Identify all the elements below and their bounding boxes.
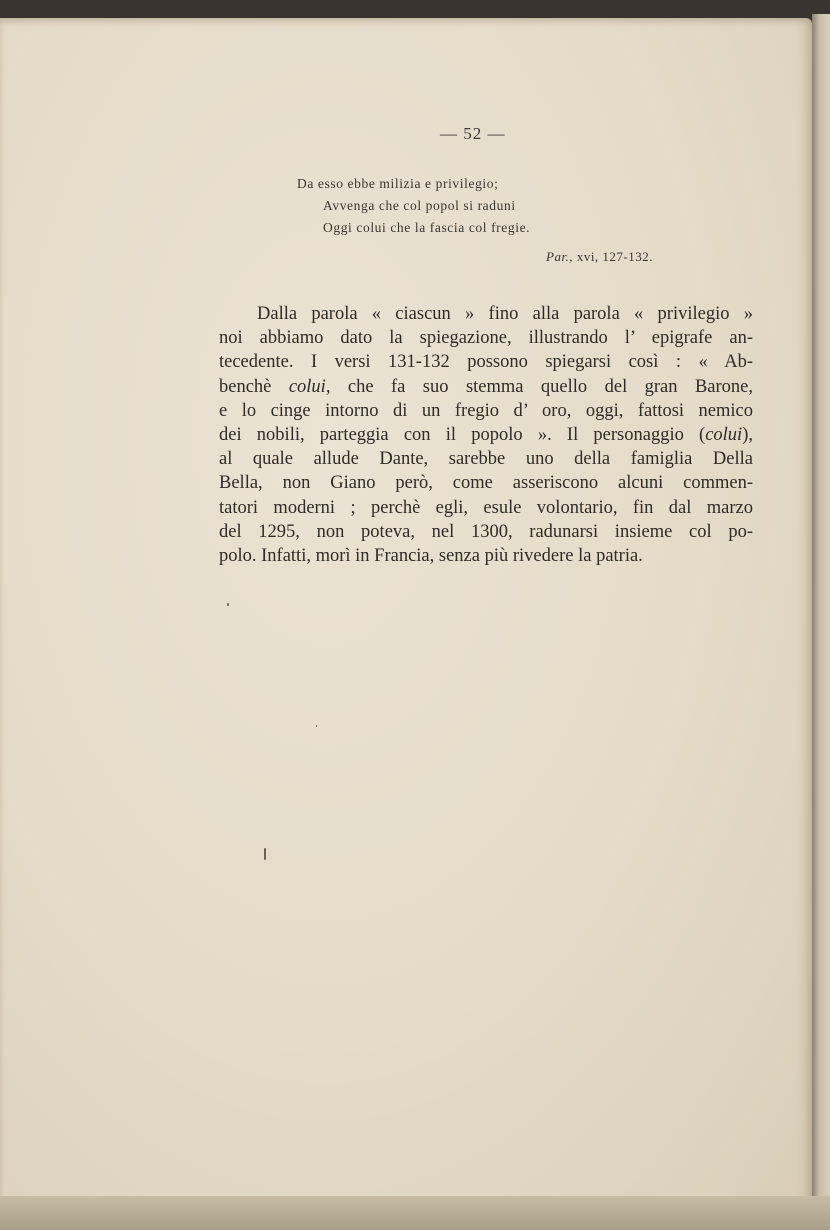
paragraph-line-7: al quale allude Dante, sarebbe uno della famiglia Della bbox=[219, 449, 753, 470]
paragraph-line-8: Bella, non Giano però, come asseriscono alcuni commen- bbox=[219, 473, 753, 494]
line-4-end: che fa suo stemma quello del gran Barone, bbox=[330, 376, 753, 397]
line-4-italic: colui, bbox=[288, 376, 331, 397]
paragraph-line-1: Dalla parola « ciascun » fino alla parola « privilegio » bbox=[257, 304, 753, 324]
page-number: — 52 — bbox=[440, 124, 506, 143]
paragraph-line-3: tecedente. I versi 131-132 possono spiegarsi così : « Ab- bbox=[219, 352, 753, 373]
paragraph-line-2: noi abbiamo dato la spiegazione, illustrando l’ epigrafe an- bbox=[219, 328, 753, 349]
citation-reference: xvi, 127-132. bbox=[576, 249, 654, 264]
paragraph-line-5: e lo cinge intorno di un fregio d’ oro, oggi, fattosi nemico bbox=[219, 400, 753, 421]
paragraph-line-6 bbox=[219, 423, 753, 447]
line-6-start: dei nobili, parteggia con il popolo ». Il personaggio ( bbox=[219, 424, 706, 445]
paper-speck bbox=[227, 603, 229, 606]
line-6-end: ), bbox=[742, 424, 753, 445]
main-paragraph bbox=[219, 302, 753, 568]
paragraph-line-10: del 1295, non poteva, nel 1300, radunarsi insieme col po- bbox=[219, 521, 753, 542]
line-6-italic: colui bbox=[705, 424, 743, 445]
paragraph-line-4 bbox=[219, 375, 753, 399]
line-4-start: benchè bbox=[219, 376, 289, 397]
verse-line-1: Da esso ebbe milizia e privilegio; bbox=[297, 176, 499, 191]
paragraph-line-11: polo. Infatti, morì in Francia, senza più rivedere la patria. bbox=[219, 545, 643, 566]
citation-source: Par., bbox=[546, 249, 574, 264]
verse-citation bbox=[546, 249, 653, 265]
paper-speck bbox=[316, 725, 317, 727]
verse-line-3: Oggi colui che la fascia col fregie. bbox=[323, 220, 531, 235]
next-page-edge bbox=[812, 14, 830, 1230]
paragraph-line-9: tatori moderni ; perchè egli, esule volontario, fin dal marzo bbox=[219, 497, 753, 518]
paper-speck bbox=[264, 848, 266, 860]
verse-line-2: Avvenga che col popol si raduni bbox=[323, 198, 516, 213]
page-bottom-edge bbox=[0, 1196, 830, 1230]
